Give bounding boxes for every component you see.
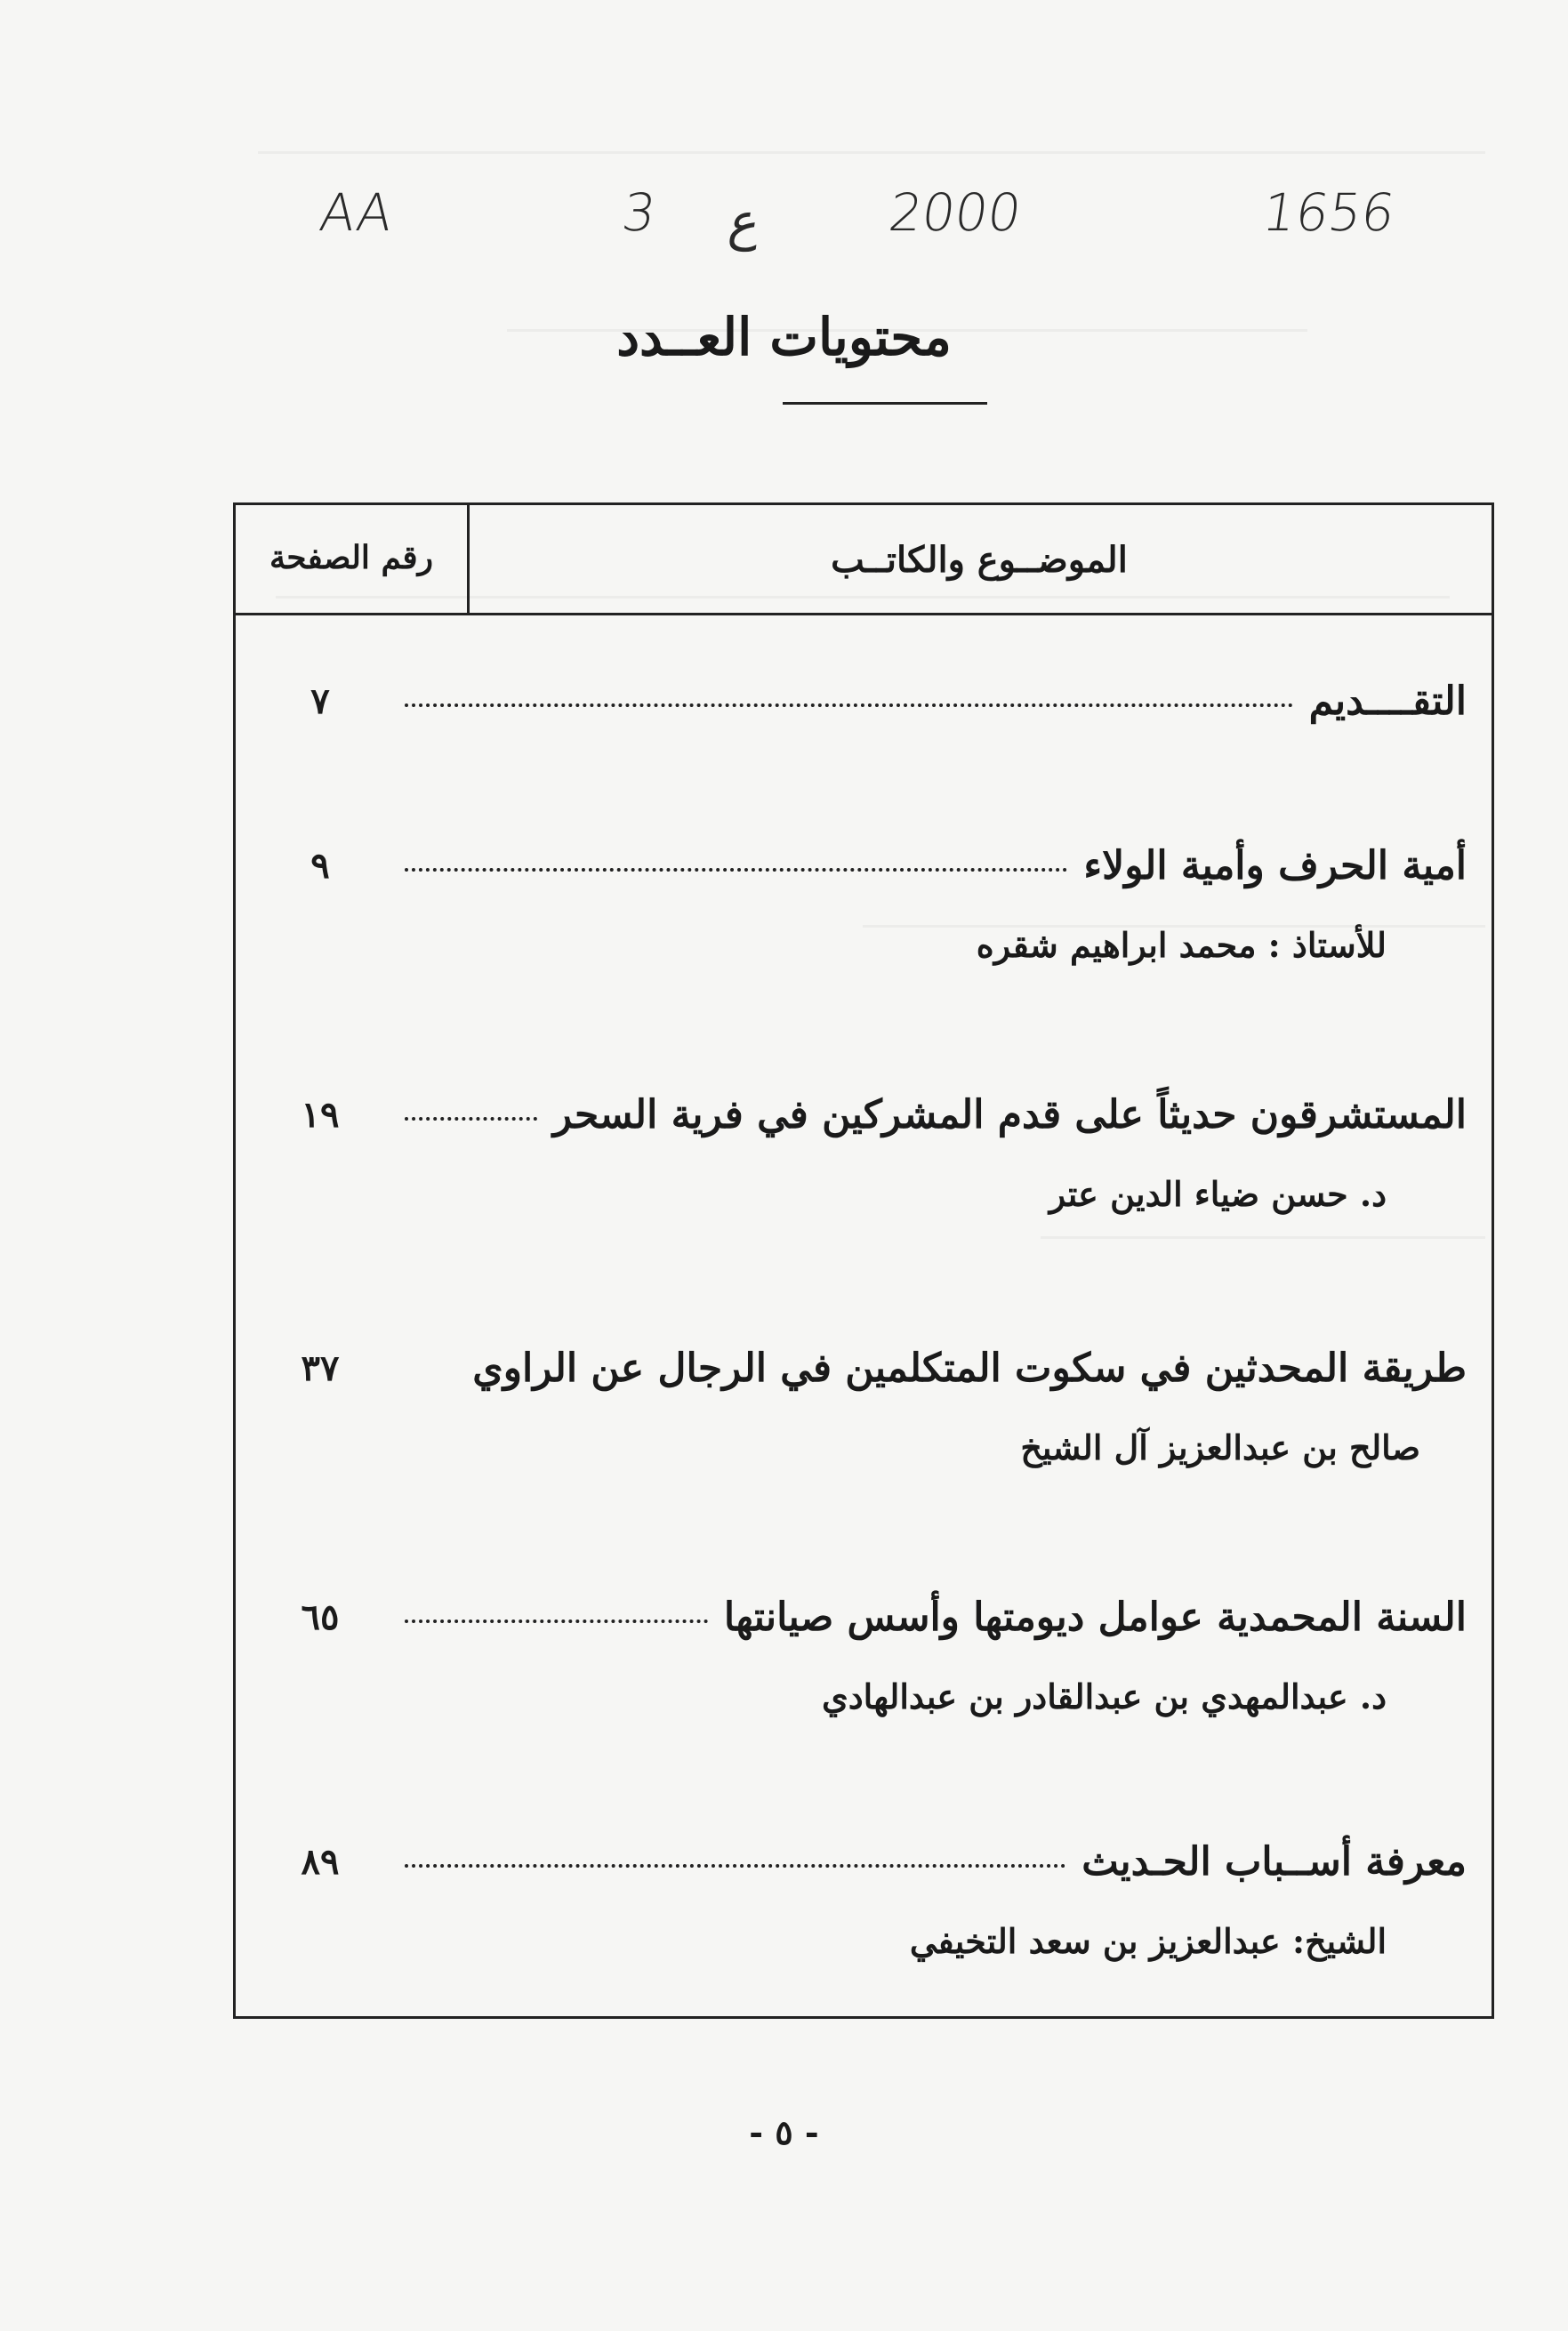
entry-page: ٦٥ xyxy=(301,1596,340,1638)
table-of-contents xyxy=(233,502,1494,2019)
toc-entry xyxy=(236,1586,1492,1730)
entry-author: للأستاذ : محمد ابراهيم شقره xyxy=(976,925,1387,965)
entry-page: ٨٩ xyxy=(301,1840,340,1883)
entry-title: السنة المحمدية عوامل ديومتها وأسس صيانتها xyxy=(723,1594,1467,1640)
handwritten-code-right: 1656 xyxy=(1258,182,1399,243)
toc-entry xyxy=(236,1337,1492,1481)
handwritten-code-left: AA xyxy=(316,182,397,243)
header-divider xyxy=(467,505,470,615)
entry-author: د. عبدالمهدي بن عبدالقادر بن عبدالهادي xyxy=(822,1676,1387,1716)
page-number-footer: - ٥ - xyxy=(749,2112,819,2152)
entry-page: ٣٧ xyxy=(301,1346,340,1389)
entry-author: د. حسن ضياء الدين عتر xyxy=(1049,1174,1387,1214)
entry-page: ٩ xyxy=(310,844,330,887)
entry-page: ١٩ xyxy=(301,1093,340,1136)
page-title: محتويات العــدد xyxy=(616,307,952,367)
entry-author: صالح بن عبدالعزيز آل الشيخ xyxy=(1020,1427,1420,1467)
table-header xyxy=(236,505,1492,615)
entry-title: التقــــديم xyxy=(1308,678,1467,724)
toc-entry xyxy=(236,1083,1492,1227)
dot-leader xyxy=(405,868,1067,872)
toc-entry xyxy=(236,670,1492,732)
handwritten-ain: ع xyxy=(725,191,765,252)
header-page-number: رقم الصفحة xyxy=(269,539,434,576)
entry-title: المستشرقون حديثاً على قدم المشركين في فرية السحر xyxy=(552,1091,1467,1137)
toc-entry xyxy=(236,834,1492,978)
entry-page: ٧ xyxy=(310,679,330,722)
header-topic-author: الموضــوع والكاتــب xyxy=(831,539,1128,581)
handwritten-number: 3 xyxy=(618,182,660,243)
handwritten-year: 2000 xyxy=(885,182,1025,243)
dot-leader xyxy=(405,1864,1065,1868)
entry-author: الشيخ: عبدالعزيز بن سعد التخيفي xyxy=(909,1921,1387,1961)
dot-leader xyxy=(405,1117,537,1121)
entry-title: طريقة المحدثين في سكوت المتكلمين في الرجال عن الراوي xyxy=(472,1345,1467,1391)
toc-entry xyxy=(236,1830,1492,1974)
title-underline xyxy=(783,402,987,405)
dot-leader xyxy=(405,703,1293,707)
entry-title: أمية الحرف وأمية الولاء xyxy=(1083,842,1467,888)
dot-leader xyxy=(405,1620,708,1623)
entry-title: معرفة أســباب الحـديث xyxy=(1082,1838,1467,1885)
